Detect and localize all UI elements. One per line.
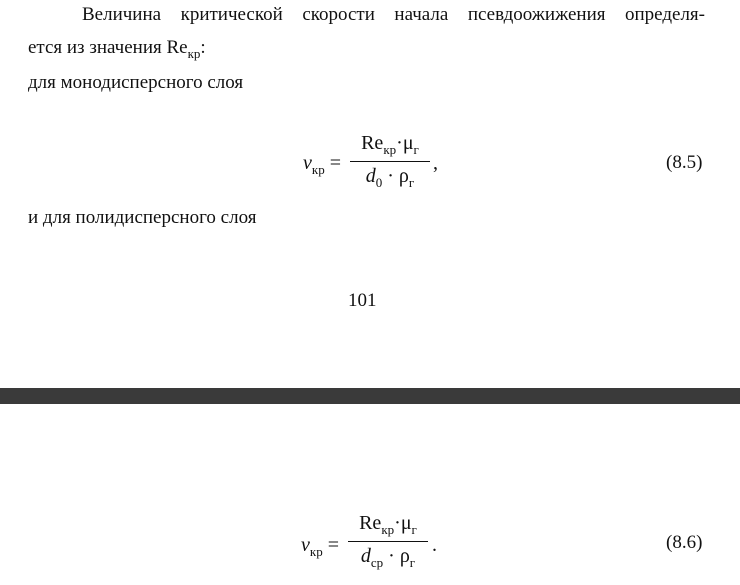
re-subscript: кр [381, 522, 395, 537]
d-symbol: d [365, 165, 376, 187]
velocity-subscript: кр [309, 544, 323, 559]
mu-symbol: μ [402, 132, 414, 154]
paragraph-line-2-text: ется из значения [28, 37, 162, 58]
re-symbol: Re [361, 132, 384, 154]
formula-8-5-fraction [350, 132, 430, 191]
equals-sign: = [327, 534, 339, 556]
velocity-subscript: кр [311, 162, 325, 177]
re-subscript: кр [187, 46, 201, 61]
page-number: 101 [348, 290, 377, 311]
page-bottom [0, 404, 740, 585]
dot-operator: · [394, 512, 401, 534]
poly-layer-caption: и для полидисперсного слоя [28, 207, 257, 228]
page-separator [0, 388, 740, 404]
reynolds-critical-inline [166, 35, 200, 67]
paragraph-line-1: Величина критической скорости начала псевдоожижения определя- [82, 4, 705, 25]
equation-number-8-6: (8.6) [666, 532, 703, 553]
rho-subscript: г [408, 175, 415, 190]
dot-operator: · [388, 545, 395, 567]
formula-8-6-denominator [348, 545, 428, 571]
rho-symbol: ρ [399, 545, 410, 567]
colon: : [200, 37, 206, 58]
mu-symbol: μ [400, 512, 412, 534]
formula-8-5-denominator [350, 165, 430, 191]
dot-operator: · [387, 165, 394, 187]
d-symbol: d [360, 545, 371, 567]
d-subscript: 0 [375, 175, 383, 190]
fraction-bar [348, 541, 428, 542]
d-subscript: ср [370, 555, 384, 570]
velocity-symbol: v [303, 152, 312, 174]
re-symbol: Re [359, 512, 382, 534]
formula-8-6-numerator [348, 512, 428, 538]
formula-8-6-fraction [348, 512, 428, 571]
fraction-bar [350, 161, 430, 162]
rho-symbol: ρ [398, 165, 409, 187]
formula-8-6-lhs [301, 534, 339, 560]
re-subscript: кр [383, 142, 397, 157]
equation-number-8-5: (8.5) [666, 152, 703, 173]
rho-subscript: г [409, 555, 416, 570]
dot-operator: · [396, 132, 403, 154]
mu-subscript: г [413, 142, 419, 157]
paragraph-line-2 [28, 35, 206, 67]
equals-sign: = [329, 152, 341, 174]
formula-8-5-lhs [303, 152, 341, 178]
velocity-symbol: v [301, 534, 310, 556]
formula-8-5-comma: , [433, 152, 438, 174]
mu-subscript: г [411, 522, 417, 537]
formula-8-6-period: . [432, 534, 437, 556]
formula-8-5-numerator [350, 132, 430, 158]
mono-layer-caption: для монодисперсного слоя [28, 72, 244, 93]
re-symbol: Re [166, 37, 188, 58]
